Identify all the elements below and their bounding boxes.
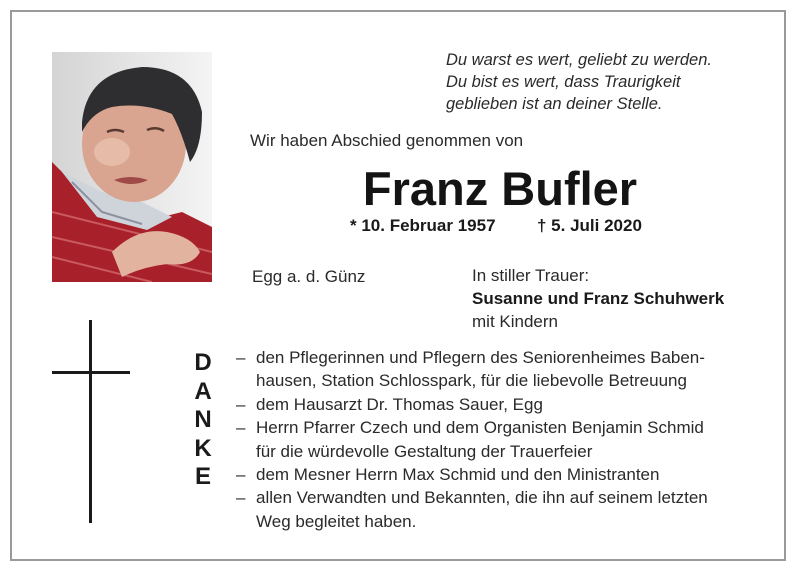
memorial-verse — [446, 49, 776, 115]
birth-date: * 10. Februar 1957 — [350, 216, 496, 235]
hometown: Egg a. d. Günz — [252, 267, 366, 286]
thanks-line: dem Hausarzt Dr. Thomas Sauer, Egg — [256, 394, 543, 414]
thanks-dash: – — [236, 488, 246, 508]
thanks-dash: – — [236, 465, 246, 485]
thanks-line: dem Mesner Herrn Max Schmid und den Ministranten — [256, 465, 660, 485]
thanks-line: allen Verwandten und Bekannten, die ihn auf seinem letzten — [256, 488, 708, 508]
thanks-list — [236, 346, 776, 533]
thanks-line: Weg begleitet haben. — [256, 511, 417, 531]
danke-letter: D — [194, 349, 212, 376]
thanks-item — [236, 486, 776, 533]
mourners-suffix: mit Kindern — [472, 312, 558, 331]
cross-icon-bar — [52, 371, 130, 374]
deceased-name: Franz Bufler — [362, 162, 638, 215]
farewell-intro: Wir haben Abschied genommen von — [250, 131, 524, 150]
danke-vertical — [190, 349, 216, 492]
thanks-dash: – — [236, 348, 246, 367]
danke-letter: E — [194, 463, 211, 491]
thanks-dash: – — [236, 394, 246, 414]
thanks-item — [236, 463, 776, 486]
mourners-names: Susanne und Franz Schuhwerk — [472, 289, 725, 308]
mourners-block — [472, 264, 724, 333]
thanks-dash: – — [236, 418, 246, 438]
portrait-photo — [52, 52, 212, 282]
danke-letter: K — [194, 434, 212, 462]
thanks-item — [236, 416, 776, 463]
thanks-item — [236, 393, 776, 416]
thanks-item — [236, 346, 776, 393]
thanks-line: Herrn Pfarrer Czech und dem Organisten Benjamin Schmid — [256, 418, 704, 438]
death-date: † 5. Juli 2020 — [537, 216, 642, 235]
verse-line: geblieben ist an deiner Stelle. — [446, 95, 663, 113]
mourners-heading: In stiller Trauer: — [472, 266, 590, 285]
danke-letter: A — [194, 377, 212, 405]
danke-letter: N — [194, 406, 212, 434]
thanks-line: hausen, Station Schlosspark, für die liebevolle Betreuung — [256, 371, 687, 391]
thanks-line: für die würdevolle Gestaltung der Trauerfeier — [256, 441, 593, 461]
verse-line: Du bist es wert, dass Traurigkeit — [446, 73, 681, 91]
thanks-line: den Pflegerinnen und Pflegern des Seniorenheimes Baben- — [256, 348, 705, 367]
verse-line: Du warst es wert, geliebt zu werden. — [446, 51, 712, 69]
cross-icon — [89, 320, 92, 523]
